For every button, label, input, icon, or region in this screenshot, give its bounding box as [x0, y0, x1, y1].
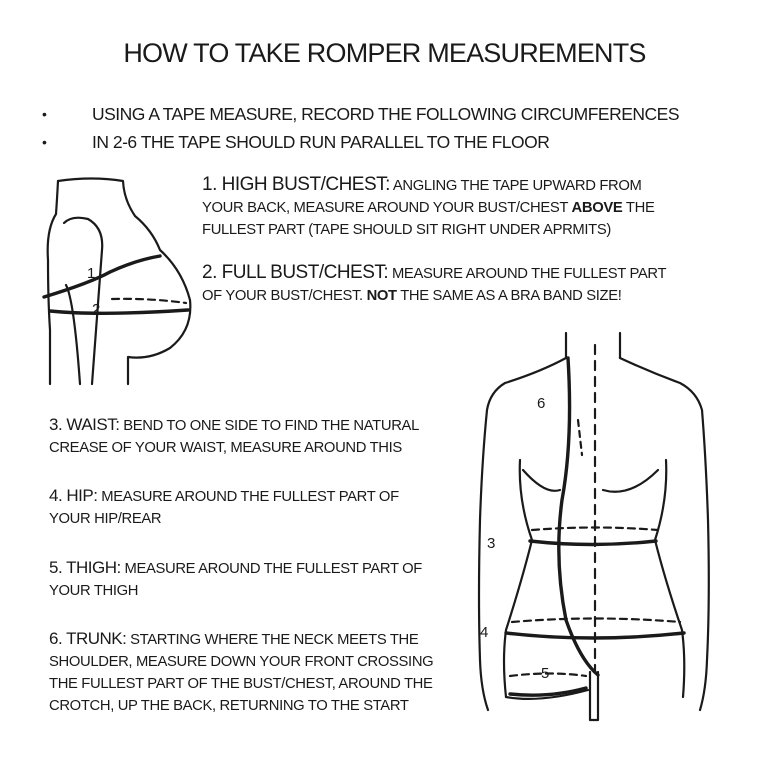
- left-side-body: [504, 460, 532, 697]
- trunk-neck-dash: [578, 420, 582, 455]
- step-text: BEND TO ONE SIDE TO FIND THE NATURAL: [119, 418, 419, 434]
- step-heading: 3. WAIST:: [49, 415, 120, 434]
- emphasis-text: ABOVE: [571, 200, 623, 216]
- step-text: STARTING WHERE THE NECK MEETS THE: [126, 632, 419, 648]
- step-text: MEASURE AROUND THE FULLEST PART OF: [97, 489, 399, 505]
- page-title: HOW TO TAKE ROMPER MEASUREMENTS: [123, 38, 646, 68]
- step-text: YOUR THIGH: [49, 583, 139, 599]
- waist-line: [530, 541, 656, 545]
- step-text: MEASURE AROUND THE FULLEST PART OF: [120, 561, 422, 577]
- step-text: THE: [622, 200, 655, 216]
- crotch-outline: [590, 672, 598, 720]
- trunk-front-line: [559, 358, 598, 675]
- instruction-bullet: • USING A TAPE MEASURE, RECORD THE FOLLOWING CIRCUMFERENCES: [36, 100, 679, 128]
- step-text: SHOULDER, MEASURE DOWN YOUR FRONT CROSSING: [49, 654, 434, 670]
- measure-label-5: 5: [541, 665, 550, 682]
- measure-label-1: 1: [87, 265, 96, 282]
- step-text: YOUR HIP/REAR: [49, 511, 162, 527]
- emphasis-text: NOT: [366, 288, 397, 304]
- neck-outline: [566, 333, 620, 358]
- step-text: YOUR BACK, MEASURE AROUND YOUR BUST/CHEST: [202, 200, 572, 216]
- step-text: FULLEST PART (TAPE SHOULD SIT RIGHT UNDER APRMITS): [202, 222, 611, 238]
- step-text: OF YOUR BUST/CHEST.: [202, 288, 367, 304]
- right-side-body: [655, 460, 684, 697]
- step-text: ANGLING THE TAPE UPWARD FROM: [389, 178, 642, 194]
- right-shoulder: [620, 358, 709, 710]
- step-text: MEASURE AROUND THE FULLEST PART: [388, 266, 667, 282]
- instruction-bullet: • IN 2-6 THE TAPE SHOULD RUN PARALLEL TO THE FLOOR: [36, 128, 679, 156]
- measure-label-2: 2: [92, 301, 101, 318]
- step-heading: 4. HIP:: [49, 486, 98, 505]
- measure-label-3: 3: [487, 535, 496, 552]
- right-bust-curve: [603, 470, 658, 492]
- step-heading: 5. THIGH:: [49, 558, 121, 577]
- left-shoulder: [479, 358, 566, 710]
- step-text: CROTCH, UP THE BACK, RETURNING TO THE START: [49, 698, 409, 714]
- step-heading: 1. HIGH BUST/CHEST:: [202, 174, 390, 195]
- measure-label-6: 6: [537, 395, 546, 412]
- left-bust-curve: [523, 470, 560, 491]
- step-text: THE FULLEST PART OF THE BUST/CHEST, AROUND THE: [49, 676, 433, 692]
- measure-label-4: 4: [480, 624, 489, 641]
- step-text: THE SAME AS A BRA BAND SIZE!: [396, 288, 622, 304]
- step-text: CREASE OF YOUR WAIST, MEASURE AROUND THIS: [49, 440, 402, 456]
- step-heading: 2. FULL BUST/CHEST:: [202, 262, 389, 283]
- step-heading: 6. TRUNK:: [49, 629, 127, 648]
